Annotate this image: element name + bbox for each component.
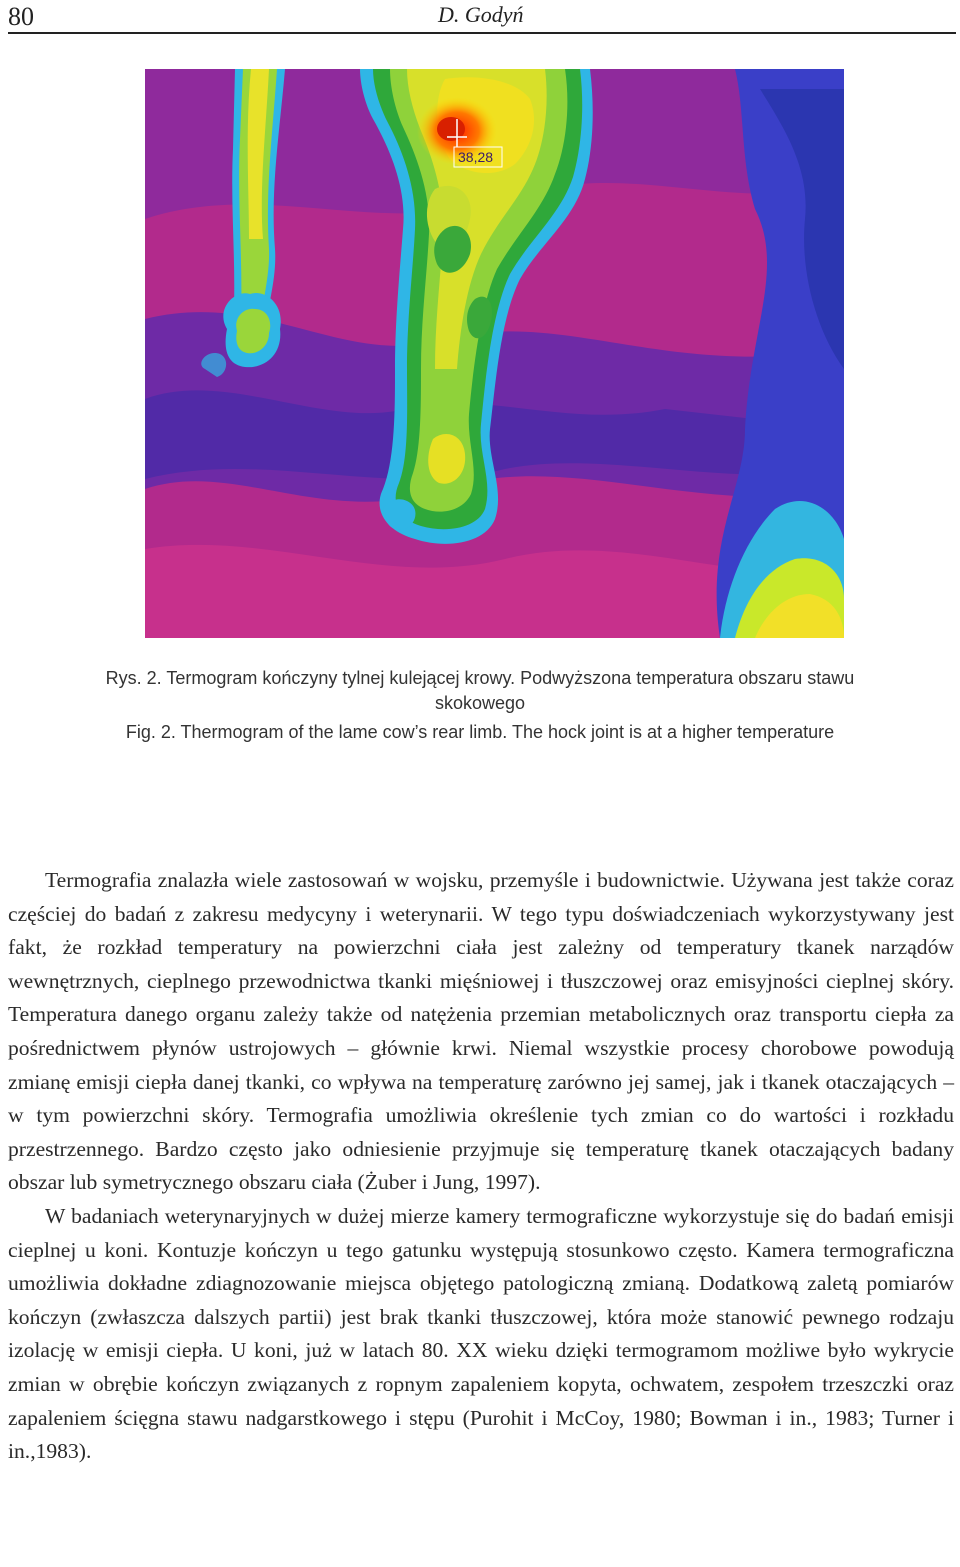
figure-caption-polish: Rys. 2. Termogram kończyny tylnej kulejącej krowy. Podwyższona temperatura obszaru stawu <box>105 668 855 688</box>
thermogram-figure <box>145 69 844 638</box>
temperature-readout: 38,28 <box>458 149 494 165</box>
body-text <box>8 864 954 1469</box>
paragraph-2: W badaniach weterynaryjnych w dużej mierze kamery termograficzne wykorzystuje się do badań emisji cieplnej u koni. Kontuzje kończyn u tego gatunku występują stosunkowo często. Kamera termograficzna umożliwia dokładne zdiagnozowanie miejsca objętego patologiczną zmianą. Dodatkową zaletą pomiarów kończyn (zwłaszcza dalszych partii) jest brak tkanki tłuszczowej, która może stanowić pewnego rodzaju izolację w emisji ciepła. U koni, już w latach 80. XX wieku dzięki termogramom możliwe było wykrycie zmian w obrębie kończyn związanych z ropnym zapaleniem kopyta, ochwatem, zespołem trzeszczki oraz zapaleniem ścięgna stawu nadgarstkowego i stępu (Purohit i McCoy, 1980; Bowman i in., 1983; Turner i in.,1983). <box>8 1203 954 1464</box>
running-head: D. Godyń <box>438 2 524 27</box>
figure-caption-polish-cont: skokowego <box>434 693 526 713</box>
page-number: 80 <box>8 2 34 31</box>
thermogram-image <box>145 69 844 638</box>
paragraph-1: Termografia znalazła wiele zastosowań w wojsku, przemyśle i budownictwie. Używana jest także coraz częściej do badań z zakresu medycyny i weterynarii. W tego typu doświadczeniach wykorzystywany jest fakt, że rozkład temperatury na powierzchni ciała jest zależny od temperatury tkanek narządów wewnętrznych, cieplnego przewodnictwa tkanki mięśniowej i tłuszczowej oraz emisyjności cieplnej skóry. Temperatura danego organu zależy także od natężenia przemian metabolicznych oraz transportu ciepła za pośrednictwem płynów ustrojowych – głównie krwi. Niemal wszystkie procesy chorobowe powodują zmianę emisji ciepła danej tkanki, co wpływa na temperaturę zarówno jej samej, jak i tkanek otaczających – w tym powierzchni skóry. Termografia umożliwia określenie tych zmian co do wartości i rozkładu przestrzennego. Bardzo często jako odniesienie przyjmuje się temperaturę tkanek otaczających badany obszar lub symetrycznego obszaru ciała (Żuber i Jung, 1997). <box>8 868 954 1195</box>
page-header <box>0 0 960 36</box>
figure-caption-english: Fig. 2. Thermogram of the lame cow’s rear limb. The hock joint is at a higher temperature <box>125 722 835 742</box>
header-rule <box>8 32 956 34</box>
